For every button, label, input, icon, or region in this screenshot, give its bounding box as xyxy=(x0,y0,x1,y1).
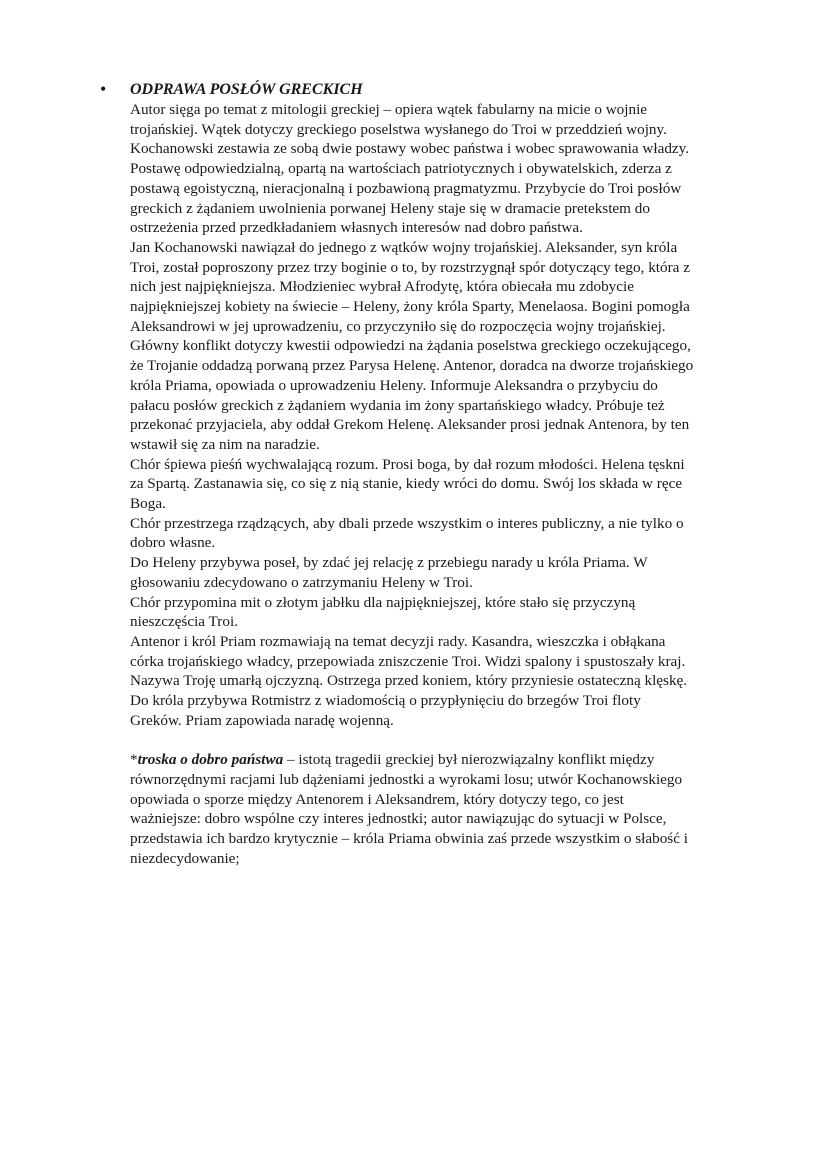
text-line: Kochanowski zestawia ze sobą dwie postawy wobec państwa i wobec sprawowania władzy. xyxy=(130,140,690,158)
text-line: ostrzeżenia przed przedkładaniem własnych interesów nad dobro państwa. xyxy=(130,219,583,237)
note-first-line xyxy=(130,750,745,770)
note-paragraph xyxy=(130,750,745,868)
text-line: Troi, został poproszony przez trzy boginie o to, by rozstrzygnął spór dotyczący tego, która z xyxy=(130,258,690,276)
text-line: Aleksandrowi w jej uprowadzeniu, co przyczyniło się do rozpoczęcia wojny trojańskiej. xyxy=(130,317,666,335)
text-line: Chór przestrzega rządzących, aby dbali przede wszystkim o interes publiczny, a nie tylko o xyxy=(130,514,684,532)
bullet-marker: • xyxy=(100,79,107,99)
note-prefix: * xyxy=(130,751,138,769)
body-paragraph xyxy=(130,691,745,730)
note-text-line: niezdecydowanie; xyxy=(130,849,240,867)
paragraphs-container xyxy=(130,100,745,731)
paragraph-gap xyxy=(130,731,745,751)
document-body xyxy=(130,80,745,868)
note-text-line: opowiada o sporze między Antenorem i Aleksandrem, który dotyczy tego, co jest xyxy=(130,790,624,808)
note-term: troska o dobro państwa xyxy=(137,751,284,769)
text-line: Greków. Priam zapowiada naradę wojenną. xyxy=(130,711,394,729)
body-paragraph xyxy=(130,514,745,553)
text-line: Chór przypomina mit o złotym jabłku dla najpiękniejszej, które stało się przyczyną xyxy=(130,593,636,611)
text-line: pałacu posłów greckich z żądaniem wydania im żony spartańskiego władcy. Próbuje też xyxy=(130,396,665,414)
text-line: Do króla przybywa Rotmistrz z wiadomością o przypłynięciu do brzegów Troi floty xyxy=(130,692,641,710)
body-paragraph xyxy=(130,336,745,454)
text-line: Boga. xyxy=(130,495,166,513)
text-line: córka trojańskiego władcy, przepowiada zniszczenie Troi. Widzi spalony i spustoszały kraj. xyxy=(130,652,686,670)
text-line: Chór śpiewa pieśń wychwalającą rozum. Prosi boga, by dał rozum młodości. Helena tęskni xyxy=(130,455,685,473)
body-paragraph xyxy=(130,238,745,337)
body-paragraph xyxy=(130,455,745,514)
note-text-line: przedstawia ich bardzo krytycznie – króla Priama obwinia zaś przede wszystkim o słabość i xyxy=(130,830,688,847)
text-line: dobro własne. xyxy=(130,534,216,552)
body-paragraph xyxy=(130,553,745,592)
text-line: postawą egoistyczną, nieracjonalną i pozbawioną pragmatyzmu. Przybycie do Troi posłów xyxy=(130,179,682,197)
text-line: trojańskiej. Wątek dotyczy greckiego poselstwa wysłanego do Troi w przeddzień wojny. xyxy=(130,120,667,138)
text-line: głosowaniu zdecydowano o zatrzymaniu Heleny w Troi. xyxy=(130,573,473,591)
note-first-line-rest: – istotą tragedii greckiej był nierozwiązalny konflikt między xyxy=(283,751,655,769)
text-line: Postawę odpowiedzialną, opartą na wartościach patriotycznych i obywatelskich, zderza z xyxy=(130,160,672,178)
text-line: Jan Kochanowski nawiązał do jednego z wątków wojny trojańskiej. Aleksander, syn króla xyxy=(130,238,678,256)
text-line: że Trojanie oddadzą porwaną przez Parysa Helenę. Antenor, doradca na dworze trojańskiego xyxy=(130,357,694,375)
text-line: Antenor i król Priam rozmawiają na temat decyzji rady. Kasandra, wieszczka i obłąkana xyxy=(130,632,666,650)
text-line: za Spartą. Zastanawia się, co się z nią stanie, kiedy wróci do domu. Swój los składa w ręce xyxy=(130,475,683,493)
text-line: Nazywa Troję umarłą ojczyzną. Ostrzega przed koniem, który przyniesie ostateczną klęskę. xyxy=(130,672,688,690)
section-title: ODPRAWA POSŁÓW GRECKICH xyxy=(130,81,363,98)
body-paragraph xyxy=(130,100,745,238)
body-paragraph xyxy=(130,632,745,691)
text-line: przekonać przyjaciela, aby oddał Grekom Helenę. Aleksander prosi jednak Antenora, by ten xyxy=(130,416,690,434)
note-lines xyxy=(130,770,745,869)
text-line: Do Heleny przybywa poseł, by zdać jej relację z przebiegu narady u króla Priama. W xyxy=(130,554,648,572)
text-line: króla Priama, opowiada o uprowadzeniu Heleny. Informuje Aleksandra o przybyciu do xyxy=(130,376,658,394)
text-line: nieszczęścia Troi. xyxy=(130,613,238,631)
note-text-line: równorzędnymi racjami lub dążeniami jednostki a wyrokami losu; utwór Kochanowskiego xyxy=(130,770,683,788)
text-line: greckich z żądaniem uwolnienia porwanej Heleny staje się w dramacie pretekstem do xyxy=(130,199,650,217)
note-text-line: ważniejsze: dobro wspólne czy interes jednostki; autor nawiązując do sytuacji w Polsce, xyxy=(130,810,667,828)
text-line: najpiękniejszej kobiety na świecie – Heleny, żony króla Sparty, Menelaosa. Bogini pomogła xyxy=(130,298,690,316)
text-line: Główny konflikt dotyczy kwestii odpowiedzi na żądania poselstwa greckiego oczekującego, xyxy=(130,337,691,355)
text-line: Autor sięga po temat z mitologii greckiej – opiera wątek fabularny na micie o wojnie xyxy=(130,101,648,118)
text-line: nich jest najpiękniejsza. Młodzieniec wybrał Afrodytę, która obiecała mu zdobycie xyxy=(130,278,634,296)
body-paragraph xyxy=(130,593,745,632)
text-line: wstawił się za nim na naradzie. xyxy=(130,435,320,453)
